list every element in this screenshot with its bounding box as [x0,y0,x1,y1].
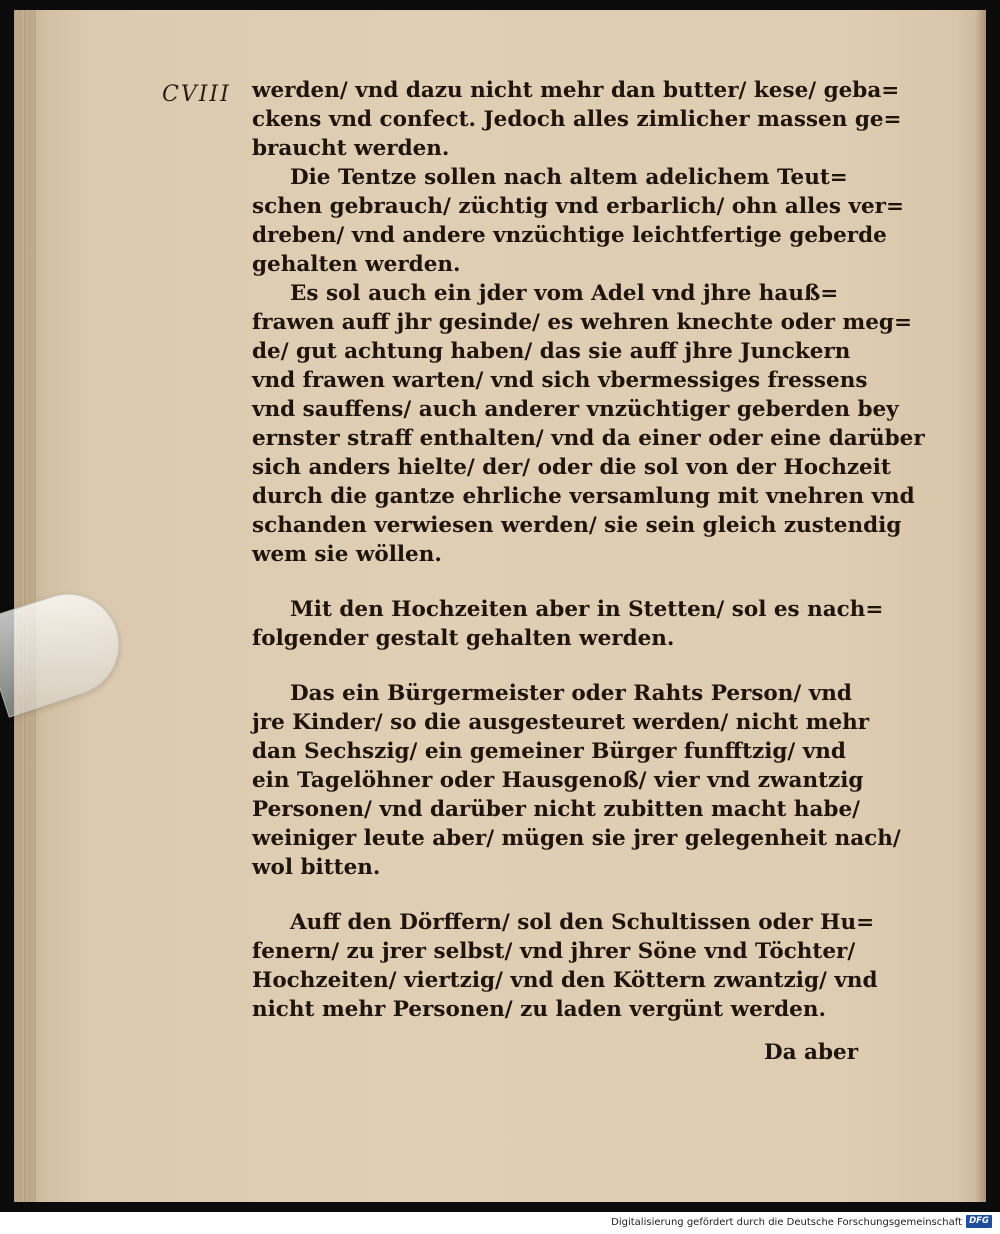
text-line: wem sie wöllen. [252,542,442,567]
text-line: Hochzeiten/ viertzig/ vnd den Köttern zwantzig/ vnd [252,968,878,993]
text-line: dreben/ vnd andere vnzüchtige leichtfertige geberde [252,223,887,248]
paragraph [252,679,901,882]
text-line: Die Tentze sollen nach altem adelichem Teut= [290,165,848,190]
text-line: ernster straff enthalten/ vnd da einer oder eine darüber [252,426,925,451]
text-line: ckens vnd confect. Jedoch alles zimlicher massen ge= [252,107,902,132]
paragraph [252,908,878,1024]
text-line: vnd sauffens/ auch anderer vnzüchtiger geberden bey [252,397,899,422]
text-line: frawen auff jhr gesinde/ es wehren knechte oder meg= [252,310,912,335]
paragraph [252,279,925,569]
text-line: durch die gantze ehrliche versamlung mit vnehren vnd [252,484,915,509]
text-line: dan Sechszig/ ein gemeiner Bürger funfftzig/ vnd [252,739,846,764]
paragraph [252,163,904,279]
text-line: vnd frawen warten/ vnd sich vbermessiges fressens [252,368,868,393]
text-line: Es sol auch ein jder vom Adel vnd jhre hauß= [290,281,839,306]
text-line: weiniger leute aber/ mügen sie jrer gelegenheit nach/ [252,826,901,851]
page-text [252,76,925,1024]
text-line: braucht werden. [252,136,450,161]
paragraph [252,595,884,653]
text-line: sich anders hielte/ der/ oder die sol von der Hochzeit [252,455,891,480]
text-line: schanden verwiesen werden/ sie sein gleich zustendig [252,513,902,538]
folio-number: CVIII [162,82,231,107]
catchword: Da aber [764,1040,859,1065]
text-line: jre Kinder/ so die ausgesteuret werden/ nicht mehr [252,710,870,735]
text-line: schen gebrauch/ züchtig vnd erbarlich/ ohn alles ver= [252,194,904,219]
paragraph [252,76,902,163]
text-line: gehalten werden. [252,252,461,277]
text-line: Mit den Hochzeiten aber in Stetten/ sol es nach= [290,597,884,622]
text-line: werden/ vnd dazu nicht mehr dan butter/ kese/ geba= [252,78,900,103]
text-line: folgender gestalt gehalten werden. [252,626,675,651]
text-line: Personen/ vnd darüber nicht zubitten macht habe/ [252,797,860,822]
page-edge-right [976,10,986,1202]
text-line: ein Tagelöhner oder Hausgenoß/ vier vnd zwantzig [252,768,864,793]
text-line: Das ein Bürgermeister oder Rahts Person/ vnd [290,681,852,706]
funding-credit: Digitalisierung gefördert durch die Deutsche Forschungsgemeinschaft [611,1217,962,1228]
text-line: wol bitten. [252,855,381,880]
dfg-logo-icon: DFG [966,1215,992,1228]
text-line: fenern/ zu jrer selbst/ vnd jhrer Söne vnd Töchter/ [252,939,856,964]
text-line: de/ gut achtung haben/ das sie auff jhre Junckern [252,339,851,364]
text-line: Auff den Dörffern/ sol den Schultissen oder Hu= [290,910,875,935]
text-line: nicht mehr Personen/ zu laden vergünt werden. [252,997,826,1022]
